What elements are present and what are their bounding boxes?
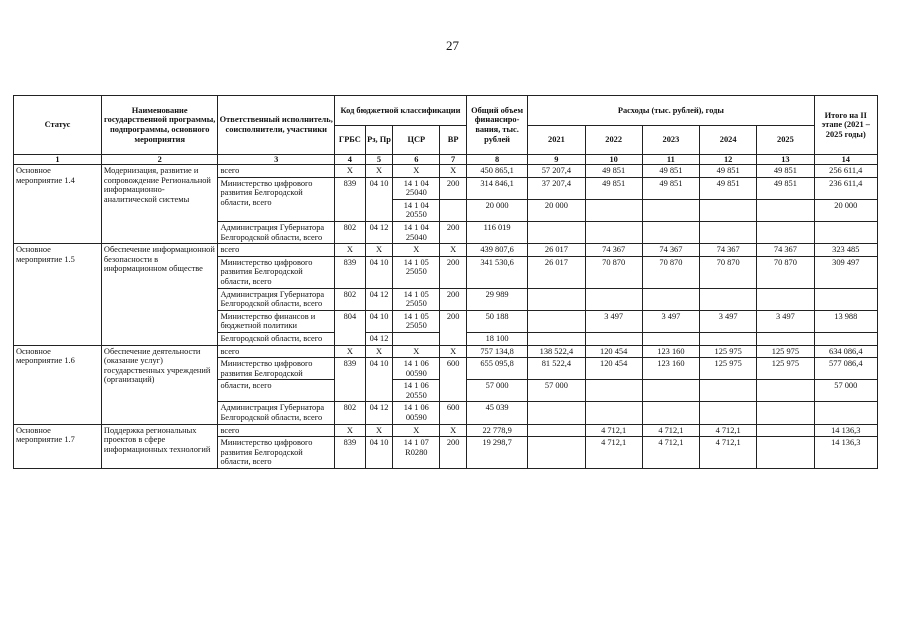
col-num: 13 <box>757 155 814 165</box>
sum-cell: 634 086,4 <box>814 345 877 358</box>
sum-cell: 236 611,4 <box>814 177 877 199</box>
total-cell: 655 095,8 <box>466 358 527 380</box>
y2024-cell: 4 712,1 <box>700 424 757 437</box>
grbs-cell: X <box>335 345 366 358</box>
total-cell: 757 134,8 <box>466 345 527 358</box>
csr-cell: X <box>393 424 440 437</box>
header-expenses: Расходы (тыс. рублей), годы <box>528 96 814 126</box>
table-row <box>14 244 878 257</box>
total-cell: 341 530,6 <box>466 256 527 288</box>
total-cell: 45 039 <box>466 402 527 424</box>
table-row <box>14 424 878 437</box>
vr-cell: 200 <box>440 437 467 469</box>
grbs-cell: 839 <box>335 358 366 402</box>
y2023-cell: 123 160 <box>642 358 699 380</box>
executor-cell: Администрация Губернатора Белгородской области, всего <box>218 402 335 424</box>
y2021-cell: 37 207,4 <box>528 177 585 199</box>
header-2023: 2023 <box>642 126 699 155</box>
rzpr-cell: 04 10 <box>365 358 393 402</box>
y2023-cell: 4 712,1 <box>642 437 699 469</box>
vr-cell: 200 <box>440 310 467 345</box>
y2021-cell: 20 000 <box>528 199 585 221</box>
header-grbs: ГРБС <box>335 126 366 155</box>
total-cell: 450 865,1 <box>466 165 527 178</box>
budget-table <box>13 95 878 469</box>
rzpr-cell: X <box>365 165 393 178</box>
col-num: 2 <box>101 155 218 165</box>
header-total-fin: Общий объем финансиро-вания, тыс. рублей <box>466 96 527 155</box>
col-num: 14 <box>814 155 877 165</box>
header-budget-code: Код бюджетной классификации <box>335 96 467 126</box>
header-name: Наименование государственной программы, подпрограммы, основного мероприятия <box>101 96 218 155</box>
grbs-cell: 802 <box>335 402 366 424</box>
y2024-cell: 70 870 <box>700 256 757 288</box>
header-status: Статус <box>14 96 102 155</box>
header-2021: 2021 <box>528 126 585 155</box>
y2025-cell: 70 870 <box>757 256 814 288</box>
status-cell: Основное мероприятие 1.4 <box>14 165 102 244</box>
executor-cell: всего <box>218 424 335 437</box>
executor-cell: Министерство цифрового развития Белгородской области, всего <box>218 256 335 288</box>
vr-cell: X <box>440 345 467 358</box>
y2021-cell: 57 207,4 <box>528 165 585 178</box>
grbs-cell: X <box>335 165 366 178</box>
rzpr-cell: X <box>365 424 393 437</box>
grbs-cell: X <box>335 424 366 437</box>
grbs-cell: 802 <box>335 221 366 243</box>
column-numbers-row <box>14 155 878 165</box>
y2024-cell: 49 851 <box>700 165 757 178</box>
y2025-cell: 125 975 <box>757 345 814 358</box>
total-cell: 439 807,6 <box>466 244 527 257</box>
executor-cell: Администрация Губернатора Белгородской области, всего <box>218 288 335 310</box>
csr-cell: 14 1 04 25040 <box>393 177 440 199</box>
vr-cell: 200 <box>440 288 467 310</box>
rzpr-cell: 04 12 <box>365 332 393 345</box>
total-cell: 22 778,9 <box>466 424 527 437</box>
rzpr-cell: X <box>365 244 393 257</box>
header-2025: 2025 <box>757 126 814 155</box>
y2023-cell: 49 851 <box>642 177 699 199</box>
col-num: 1 <box>14 155 102 165</box>
col-num: 6 <box>393 155 440 165</box>
total-cell: 19 298,7 <box>466 437 527 469</box>
name-cell: Поддержка региональных проектов в сфере информационных технологий <box>101 424 218 468</box>
total-cell: 116 019 <box>466 221 527 243</box>
vr-cell: 200 <box>440 256 467 288</box>
executor-cell: Министерство цифрового развития Белгородской области, всего <box>218 177 335 221</box>
y2021-cell: 138 522,4 <box>528 345 585 358</box>
y2021-cell: 81 522,4 <box>528 358 585 380</box>
sum-cell: 14 136,3 <box>814 424 877 437</box>
y2022-cell: 120 454 <box>585 345 642 358</box>
header-csr: ЦСР <box>393 126 440 155</box>
rzpr-cell: X <box>365 345 393 358</box>
y2024-cell: 74 367 <box>700 244 757 257</box>
y2024-cell: 3 497 <box>700 310 757 332</box>
csr-cell: 14 1 07 R0280 <box>393 437 440 469</box>
y2025-cell: 49 851 <box>757 165 814 178</box>
col-num: 11 <box>642 155 699 165</box>
y2022-cell: 49 851 <box>585 165 642 178</box>
vr-cell: 600 <box>440 402 467 424</box>
col-num: 10 <box>585 155 642 165</box>
y2022-cell: 49 851 <box>585 177 642 199</box>
y2024-cell: 4 712,1 <box>700 437 757 469</box>
executor-cell: Министерство цифрового развития Белгородской области, всего <box>218 437 335 469</box>
sum-cell: 13 988 <box>814 310 877 332</box>
header-vr: ВР <box>440 126 467 155</box>
csr-cell: X <box>393 244 440 257</box>
table-row <box>14 345 878 358</box>
y2023-cell: 123 160 <box>642 345 699 358</box>
col-num: 5 <box>365 155 393 165</box>
total-cell: 50 188 <box>466 310 527 332</box>
name-cell: Обеспечение деятельности (оказание услуг) государственных учреждений (организаций) <box>101 345 218 424</box>
y2025-cell: 74 367 <box>757 244 814 257</box>
col-num: 4 <box>335 155 366 165</box>
table-row <box>14 165 878 178</box>
y2023-cell: 49 851 <box>642 165 699 178</box>
grbs-cell: 802 <box>335 288 366 310</box>
total-cell: 57 000 <box>466 380 527 402</box>
grbs-cell: X <box>335 244 366 257</box>
y2023-cell: 3 497 <box>642 310 699 332</box>
csr-cell: 14 1 05 25050 <box>393 256 440 288</box>
y2025-cell: 3 497 <box>757 310 814 332</box>
csr-cell: 14 1 04 20550 <box>393 199 440 221</box>
total-cell: 18 100 <box>466 332 527 345</box>
header-executor: Ответственный исполнитель, соисполнители, участники <box>218 96 335 155</box>
executor-cell: Министерство цифрового развития Белгородской <box>218 358 335 380</box>
y2024-cell: 125 975 <box>700 358 757 380</box>
sum-cell: 57 000 <box>814 380 877 402</box>
executor-cell: всего <box>218 244 335 257</box>
y2022-cell: 70 870 <box>585 256 642 288</box>
csr-cell: 14 1 04 25040 <box>393 221 440 243</box>
header-2022: 2022 <box>585 126 642 155</box>
y2022-cell: 74 367 <box>585 244 642 257</box>
y2022-cell: 3 497 <box>585 310 642 332</box>
rzpr-cell: 04 12 <box>365 221 393 243</box>
col-num: 7 <box>440 155 467 165</box>
rzpr-cell: 04 10 <box>365 437 393 469</box>
sum-cell: 309 497 <box>814 256 877 288</box>
y2024-cell: 49 851 <box>700 177 757 199</box>
y2025-cell: 125 975 <box>757 358 814 380</box>
grbs-cell: 804 <box>335 310 366 345</box>
executor-cell: Администрация Губернатора Белгородской области, всего <box>218 221 335 243</box>
col-num: 9 <box>528 155 585 165</box>
y2024-cell: 125 975 <box>700 345 757 358</box>
rzpr-cell: 04 10 <box>365 256 393 288</box>
sum-cell: 14 136,3 <box>814 437 877 469</box>
csr-cell: X <box>393 165 440 178</box>
y2021-cell: 26 017 <box>528 244 585 257</box>
executor-cell: Белгородской области, всего <box>218 332 335 345</box>
grbs-cell: 839 <box>335 177 366 221</box>
y2021-cell: 57 000 <box>528 380 585 402</box>
csr-cell: 14 1 06 00590 <box>393 402 440 424</box>
status-cell: Основное мероприятие 1.6 <box>14 345 102 424</box>
csr-cell: 14 1 06 20550 <box>393 380 440 402</box>
y2022-cell: 4 712,1 <box>585 437 642 469</box>
col-num: 3 <box>218 155 335 165</box>
total-cell: 314 846,1 <box>466 177 527 199</box>
sum-cell: 577 086,4 <box>814 358 877 380</box>
y2022-cell: 120 454 <box>585 358 642 380</box>
csr-cell: 14 1 05 25050 <box>393 288 440 310</box>
y2022-cell: 4 712,1 <box>585 424 642 437</box>
executor-cell: области, всего <box>218 380 335 402</box>
y2021-cell: 26 017 <box>528 256 585 288</box>
rzpr-cell: 04 12 <box>365 402 393 424</box>
vr-cell: 200 <box>440 221 467 243</box>
total-cell: 29 989 <box>466 288 527 310</box>
col-num: 8 <box>466 155 527 165</box>
name-cell: Обеспечение информационной безопасности в информационном обществе <box>101 244 218 345</box>
executor-cell: всего <box>218 165 335 178</box>
page-number: 27 <box>446 38 459 53</box>
header-rzpr: Рз, Пр <box>365 126 393 155</box>
rzpr-cell: 04 10 <box>365 177 393 221</box>
vr-cell: X <box>440 165 467 178</box>
sum-cell: 256 611,4 <box>814 165 877 178</box>
y2023-cell: 74 367 <box>642 244 699 257</box>
vr-cell: X <box>440 424 467 437</box>
header-total-stage: Итого на II этапе (2021 – 2025 годы) <box>814 96 877 155</box>
y2023-cell: 70 870 <box>642 256 699 288</box>
grbs-cell: 839 <box>335 437 366 469</box>
col-num: 12 <box>700 155 757 165</box>
y2025-cell: 49 851 <box>757 177 814 199</box>
csr-cell: 14 1 05 25050 <box>393 310 440 332</box>
y2023-cell: 4 712,1 <box>642 424 699 437</box>
status-cell: Основное мероприятие 1.5 <box>14 244 102 345</box>
sum-cell: 20 000 <box>814 199 877 221</box>
csr-cell: 14 1 06 00590 <box>393 358 440 380</box>
rzpr-cell: 04 10 <box>365 310 393 332</box>
csr-cell: X <box>393 345 440 358</box>
status-cell: Основное мероприятие 1.7 <box>14 424 102 468</box>
name-cell: Модернизация, развитие и сопровождение Региональной информационно-аналитической системы <box>101 165 218 244</box>
sum-cell: 323 485 <box>814 244 877 257</box>
vr-cell: 200 <box>440 177 467 199</box>
header-2024: 2024 <box>700 126 757 155</box>
vr-cell: 600 <box>440 358 467 402</box>
vr-cell: X <box>440 244 467 257</box>
rzpr-cell: 04 12 <box>365 288 393 310</box>
grbs-cell: 839 <box>335 256 366 288</box>
executor-cell: всего <box>218 345 335 358</box>
total-cell: 20 000 <box>466 199 527 221</box>
executor-cell: Министерство финансов и бюджетной политики <box>218 310 335 332</box>
